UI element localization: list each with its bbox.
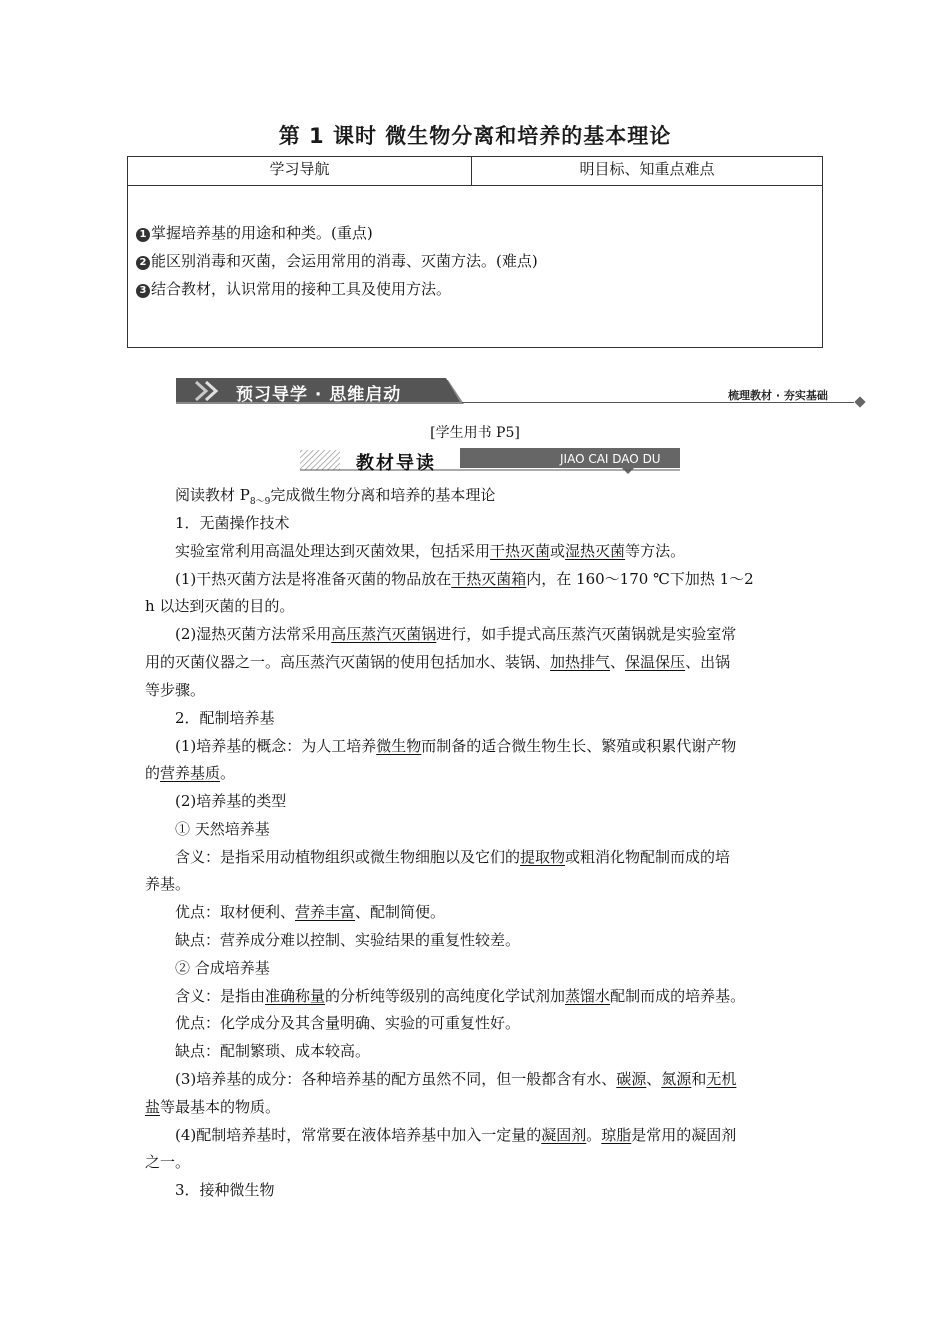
text: 用的灭菌仪器之一。高压蒸汽灭菌锅的使用包括加水、装锅、 [145,653,551,671]
paragraph [145,1069,838,1090]
table-header-guide: 学习导航 [128,157,472,185]
answer-blank: 碳源 [616,1070,647,1088]
paragraph [145,736,838,757]
text: 或粗消化物配制而成的培 [565,848,731,866]
lesson-title: 第 1 课时 微生物分离和培养的基本理论 [278,124,672,148]
text: 含义：是指采用动植物组织或微生物细胞以及它们的 [175,848,521,866]
learning-guide-table [127,156,823,348]
paragraph: 优点：化学成分及其含量明确、实验的可重复性好。 [175,1014,521,1032]
paragraph-continuation [145,763,808,784]
answer-blank: 无机 [706,1070,737,1088]
text: 、 [646,1070,662,1088]
jiaocai-banner-pinyin: JIAO CAI DAO DU [560,452,661,466]
answer-blank: 湿热灭菌 [565,542,626,560]
text: 的分析纯等级别的高纯度化学试剂加 [325,987,566,1005]
paragraph-continuation: 等步骤。 [145,681,206,699]
paragraph-continuation: 之一。 [145,1153,191,1171]
goal-number-badge: 2 [136,256,150,270]
text: 完成微生物分离和培养的基本理论 [270,486,496,504]
text: 进行，如手提式高压蒸汽灭菌锅就是实验室常 [436,625,737,643]
paragraph [145,569,838,590]
subheading: ① 天然培养基 [175,820,270,838]
section-2-title: 2．配制培养基 [175,709,275,727]
paragraph [145,1125,838,1146]
table-header [128,157,822,186]
goal-text: 掌握培养基的用途和种类。(重点) [151,224,373,242]
diamond-icon [854,396,865,407]
text: 、配制简便。 [355,903,446,921]
answer-blank: 琼脂 [601,1126,632,1144]
answer-blank: 营养丰富 [295,903,356,921]
text: 和 [691,1070,707,1088]
intro-line [145,485,838,513]
answer-blank: 高压蒸汽灭菌锅 [331,625,437,643]
text: 配制而成的培养基。 [610,987,746,1005]
answer-blank: 提取物 [520,848,566,866]
goal-item [136,251,538,271]
answer-blank: 营养基质 [160,764,221,782]
answer-blank: 盐 [145,1098,161,1116]
text: 阅读教材 P [175,486,250,504]
answer-blank: 蒸馏水 [565,987,611,1005]
text: 等最基本的物质。 [160,1098,281,1116]
paragraph [145,902,838,923]
text: 、 [610,653,626,671]
text: 。 [586,1126,602,1144]
paragraph: (2)培养基的类型 [175,792,287,810]
text: (1)培养基的概念：为人工培养 [175,737,377,755]
section-3-title: 3．接种微生物 [175,1181,275,1199]
text: 的 [145,764,161,782]
text: 优点：取材便利、 [175,903,296,921]
answer-blank: 准确称量 [265,987,326,1005]
answer-blank: 氮源 [661,1070,692,1088]
section-right-tag: 梳理教材 · 夯实基础 [728,389,828,402]
subheading: ② 合成培养基 [175,959,270,977]
goal-text: 能区别消毒和灭菌，会运用常用的消毒、灭菌方法。(难点) [151,252,538,270]
answer-blank: 保温保压 [625,653,686,671]
section-banner-label: 预习导学 · 思维启动 [236,385,402,405]
answer-blank: 干热灭菌 [490,542,551,560]
text: 内，在 160～170 ℃下加热 1～2 [526,570,754,588]
paragraph: 缺点：配制繁琐、成本较高。 [175,1042,371,1060]
paragraph [145,624,838,645]
goal-item [136,223,373,243]
answer-blank: 干热灭菌箱 [451,570,527,588]
text: 而制备的适合微生物生长、繁殖或积累代谢产物 [421,737,737,755]
answer-blank: 微生物 [376,737,422,755]
text: 是常用的凝固剂 [631,1126,737,1144]
paragraph [145,986,838,1007]
text: (2)湿热灭菌方法常采用 [175,625,332,643]
table-header-goals: 明目标、知重点难点 [579,160,715,178]
answer-blank: 加热排气 [550,653,611,671]
goal-number-badge: 1 [136,228,150,242]
text: (1)干热灭菌方法是将准备灭菌的物品放在 [175,570,452,588]
text: (4)配制培养基时，常常要在液体培养基中加入一定量的 [175,1126,542,1144]
answer-blank: 凝固剂 [541,1126,587,1144]
paragraph [145,541,838,562]
text: 实验室常利用高温处理达到灭菌效果，包括采用 [175,542,491,560]
goal-number-badge: 3 [136,284,150,298]
text: 。 [220,764,236,782]
paragraph-continuation: h 以达到灭菌的目的。 [145,597,295,615]
paragraph-continuation: 养基。 [145,875,191,893]
text: 等方法。 [625,542,686,560]
goal-item [136,279,451,299]
text: 或 [550,542,566,560]
text: 、出锅 [685,653,731,671]
paragraph-continuation [145,652,808,673]
page-range: 8～9 [249,497,271,507]
paragraph-continuation [145,1097,808,1118]
jiaocai-banner-label: 教材导读 [356,453,436,474]
goal-text: 结合教材，认识常用的接种工具及使用方法。 [151,280,452,298]
text: (3)培养基的成分：各种培养基的配方虽然不同，但一般都含有水、 [175,1070,617,1088]
book-reference: [学生用书 P5] [430,425,520,441]
text: 含义：是指由 [175,987,266,1005]
paragraph [145,847,838,868]
paragraph: 缺点：营养成分难以控制、实验结果的重复性较差。 [175,931,521,949]
section-1-title: 1．无菌操作技术 [175,514,290,532]
